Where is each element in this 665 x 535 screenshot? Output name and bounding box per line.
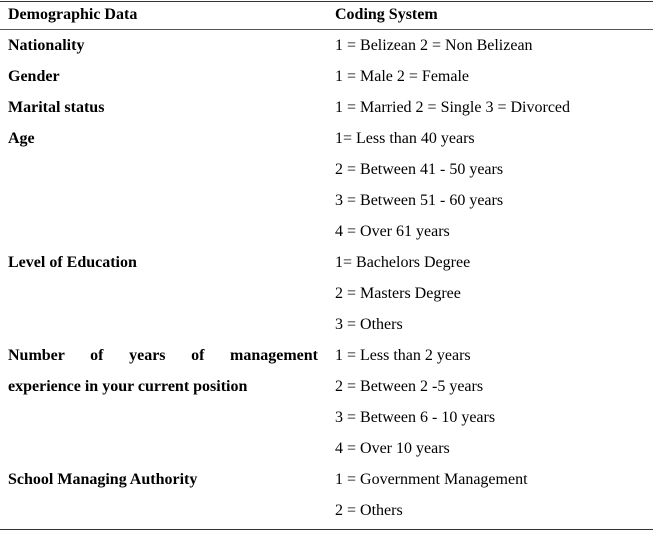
row-label: School Managing Authority [8,471,198,488]
row-code: 2 = Masters Degree [335,285,461,302]
header-coding-system: Coding System [335,6,438,23]
row-code: 1= Less than 40 years [335,130,475,147]
row-code: 4 = Over 61 years [335,223,450,240]
row-code: 1 = Married 2 = Single 3 = Divorced [335,99,571,116]
row-code: 2 = Others [335,502,403,519]
row-code: 3 = Between 51 - 60 years [335,192,504,209]
row-code: 1 = Less than 2 years [335,347,471,364]
header-demographic-data: Demographic Data [8,6,138,23]
table-bottom-rule [0,529,653,530]
row-code: 1 = Belizean 2 = Non Belizean [335,37,533,54]
row-label: Level of Education [8,254,137,271]
row-code: 3 = Others [335,316,403,333]
table-top-rule [0,1,653,2]
row-label: Age [8,130,35,147]
row-code: 1 = Government Management [335,471,528,488]
row-code: 3 = Between 6 - 10 years [335,409,496,426]
row-label: Gender [8,68,60,85]
row-code: 2 = Between 2 -5 years [335,378,484,395]
row-label: Number of years of management [8,347,318,364]
row-code: 1 = Male 2 = Female [335,68,470,85]
row-label: Nationality [8,37,85,54]
row-label: experience in your current position [8,378,248,395]
row-code: 1= Bachelors Degree [335,254,471,271]
table-header-rule [0,29,653,30]
row-code: 2 = Between 41 - 50 years [335,161,504,178]
row-label: Marital status [8,99,105,116]
row-code: 4 = Over 10 years [335,440,450,457]
